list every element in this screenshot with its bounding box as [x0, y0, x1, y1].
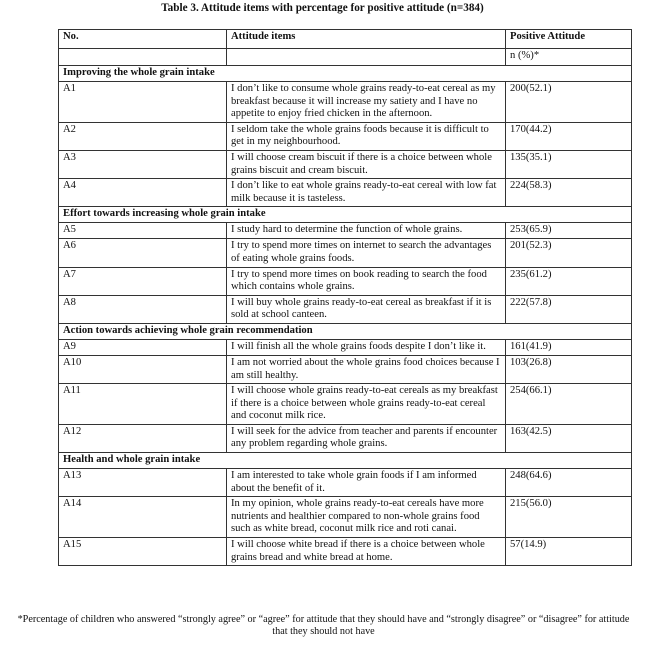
section-row	[59, 66, 632, 82]
section-title: Health and whole grain intake	[59, 453, 632, 469]
table-row	[59, 179, 632, 207]
item-text: I will choose white bread if there is a choice between whole grains bread and white bread at home.	[227, 538, 506, 566]
item-value: 254(66.1)	[506, 384, 632, 425]
item-value: 222(57.8)	[506, 295, 632, 323]
table-row	[59, 82, 632, 123]
item-value: 170(44.2)	[506, 122, 632, 150]
section-title: Improving the whole grain intake	[59, 66, 632, 82]
item-value: 161(41.9)	[506, 339, 632, 355]
item-number: A12	[59, 424, 227, 452]
table-row	[59, 538, 632, 566]
item-number: A14	[59, 497, 227, 538]
item-value: 215(56.0)	[506, 497, 632, 538]
item-value: 201(52.3)	[506, 239, 632, 267]
table-row	[59, 497, 632, 538]
item-number: A4	[59, 179, 227, 207]
item-value: 135(35.1)	[506, 150, 632, 178]
item-text: I try to spend more times on book reading to search the food which contains whole grains.	[227, 267, 506, 295]
table-row	[59, 355, 632, 383]
section-row	[59, 453, 632, 469]
table-footnote: *Percentage of children who answered “strongly agree” or “agree” for attitude that they should have and “strongly disagree” or “disagree” for attitude that they should not have	[17, 614, 630, 638]
item-number: A5	[59, 223, 227, 239]
item-number: A2	[59, 122, 227, 150]
header-unit: n (%)*	[506, 49, 632, 66]
attitude-table	[58, 29, 632, 566]
item-text: I don’t like to consume whole grains ready-to-eat cereal as my breakfast because it will increase my satiety and I have no appetite to enjoy fried chicken in the afternoon.	[227, 82, 506, 123]
item-text: I seldom take the whole grains foods because it is difficult to get in my neighbourhood.	[227, 122, 506, 150]
header-row	[59, 30, 632, 49]
item-value: 163(42.5)	[506, 424, 632, 452]
item-value: 248(64.6)	[506, 469, 632, 497]
item-text: I study hard to determine the function of whole grains.	[227, 223, 506, 239]
item-text: In my opinion, whole grains ready-to-eat cereals have more nutrients and healthier compared to non-whole grains food such as white bread, coconut milk rice and roti canai.	[227, 497, 506, 538]
item-number: A11	[59, 384, 227, 425]
item-text: I will choose cream biscuit if there is a choice between whole grains biscuit and cream biscuit.	[227, 150, 506, 178]
item-text: I will seek for the advice from teacher and parents if encounter any problem regarding whole grains.	[227, 424, 506, 452]
table-row	[59, 469, 632, 497]
table-row	[59, 267, 632, 295]
item-text: I will finish all the whole grains foods despite I don’t like it.	[227, 339, 506, 355]
item-value: 235(61.2)	[506, 267, 632, 295]
item-value: 200(52.1)	[506, 82, 632, 123]
item-text: I don’t like to eat whole grains ready-to-eat cereal with low fat milk because it is tasteless.	[227, 179, 506, 207]
header-positive-attitude: Positive Attitude	[506, 30, 632, 49]
item-number: A8	[59, 295, 227, 323]
item-number: A3	[59, 150, 227, 178]
item-text: I will choose whole grains ready-to-eat cereals as my breakfast if there is a choice between whole grains ready-to-eat cereal and coconut milk rice.	[227, 384, 506, 425]
table-row	[59, 295, 632, 323]
item-value: 103(26.8)	[506, 355, 632, 383]
table-row	[59, 339, 632, 355]
table-row	[59, 122, 632, 150]
header-unit-empty	[227, 49, 506, 66]
section-row	[59, 323, 632, 339]
header-no: No.	[59, 30, 227, 49]
item-text: I am not worried about the whole grains food choices because I am still healthy.	[227, 355, 506, 383]
section-title: Effort towards increasing whole grain intake	[59, 207, 632, 223]
table-caption: Table 3. Attitude items with percentage for positive attitude (n=384)	[161, 2, 484, 14]
item-number: A15	[59, 538, 227, 566]
section-title: Action towards achieving whole grain recommendation	[59, 323, 632, 339]
item-number: A6	[59, 239, 227, 267]
table-row	[59, 384, 632, 425]
header-unit-row	[59, 49, 632, 66]
item-text: I am interested to take whole grain foods if I am informed about the benefit of it.	[227, 469, 506, 497]
item-number: A9	[59, 339, 227, 355]
item-value: 253(65.9)	[506, 223, 632, 239]
table-row	[59, 239, 632, 267]
item-text: I will buy whole grains ready-to-eat cereal as breakfast if it is sold at school canteen.	[227, 295, 506, 323]
item-text: I try to spend more times on internet to search the advantages of eating whole grains foods.	[227, 239, 506, 267]
header-attitude-items: Attitude items	[227, 30, 506, 49]
section-row	[59, 207, 632, 223]
item-number: A13	[59, 469, 227, 497]
table-row	[59, 223, 632, 239]
item-number: A7	[59, 267, 227, 295]
table-row	[59, 150, 632, 178]
item-value: 57(14.9)	[506, 538, 632, 566]
item-number: A10	[59, 355, 227, 383]
item-number: A1	[59, 82, 227, 123]
table-row	[59, 424, 632, 452]
item-value: 224(58.3)	[506, 179, 632, 207]
header-unit-empty	[59, 49, 227, 66]
